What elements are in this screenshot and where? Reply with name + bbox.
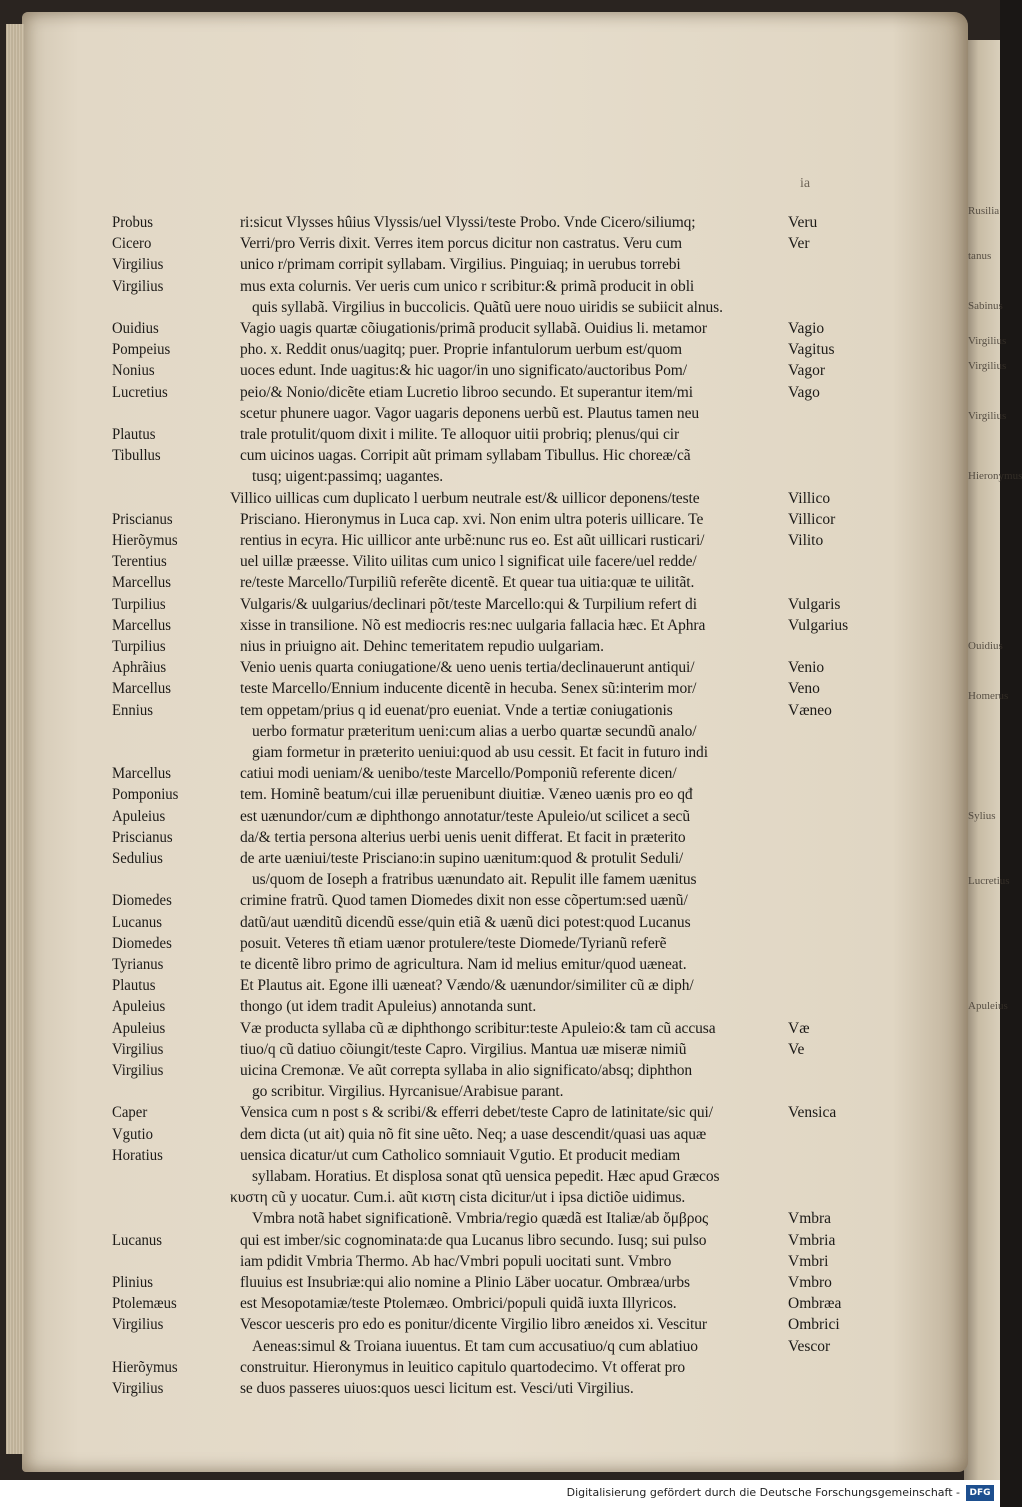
text-line [112, 1336, 872, 1358]
margin-note-right: Ver [788, 235, 810, 253]
margin-note-left: Plinius [112, 1274, 154, 1291]
body-text: uoces edunt. Inde uagitus:& hic uagor/in uno significato/auctoribus Pom/ [240, 362, 687, 380]
text-line [112, 1018, 872, 1040]
text-line [112, 1060, 872, 1082]
text-line [112, 912, 872, 934]
text-line [112, 1166, 872, 1188]
facing-word: Homerus [968, 690, 1009, 702]
body-text: Prisciano. Hieronymus in Luca cap. xvi. Non enim ultra poteris uillicare. Te [240, 510, 704, 528]
facing-word: Virgilius [968, 360, 1007, 372]
text-line [112, 1230, 872, 1252]
margin-note-right: Veno [788, 680, 820, 698]
text-line [112, 488, 872, 510]
margin-note-left: Probus [112, 214, 154, 231]
margin-note-left: Apuleius [112, 998, 166, 1016]
facing-word: tanus [968, 250, 992, 262]
body-text: pho. x. Reddit onus/uagitq; puer. Proprie infantulorum uerbum est/quom [240, 341, 683, 359]
body-text: se duos passeres uiuos:quos uesci licitum est. Vesci/uti Virgilius. [240, 1380, 634, 1397]
text-line [112, 212, 872, 234]
margin-note-left: Pomponius [112, 786, 179, 804]
margin-note-left: Marcellus [112, 680, 172, 698]
facing-word: Hieronymus [968, 470, 1022, 482]
body-text: Vulgaris/& uulgarius/declinari põt/teste Marcello:qui & Turpilium refert di [240, 595, 697, 613]
body-text: cum uicinos uagas. Corripit aũt primam syllabam Tibullus. Hic choreæ/cã [240, 447, 691, 465]
text-line [112, 869, 872, 891]
body-text: quis syllabã. Virgilius in buccolicis. Quãtũ uere nouo uiridis se subiicit alnus. [252, 298, 723, 316]
margin-note-left: Virgilius [112, 1040, 164, 1058]
body-text: de arte uæniui/teste Prisciano:in supino uænitum:quod & protulit Seduli/ [240, 850, 684, 867]
body-text: uerbo formatur præteritum ueni:cum alias a uerbo quartæ secundũ analo/ [252, 722, 697, 740]
body-text: go scribitur. Virgilius. Hyrcanisue/Arabisue parant. [252, 1083, 564, 1101]
text-line [112, 657, 872, 679]
body-text: Vensica cum n post s & scribi/& efferri debet/teste Capro de latinitate/sic qui/ [240, 1104, 713, 1122]
margin-note-left: Virgilius [112, 256, 164, 274]
margin-note-left: Terentius [112, 553, 167, 571]
body-text: peio/& Nonio/dicẽte etiam Lucretio libroo secundo. Et superantur item/mi [240, 383, 693, 401]
margin-note-left: Virgilius [112, 1062, 164, 1079]
text-line [112, 1357, 872, 1379]
text-line [112, 551, 872, 573]
body-text: scetur phunere uagor. Vagor uagaris deponens uerbũ est. Plautus tamen neu [240, 404, 700, 422]
text-line [112, 382, 872, 404]
text-line [112, 678, 872, 700]
body-text: κυστη cũ y uocatur. Cum.i. aũt κιστη cista dicitur/ut i ipsa dictiõe uidimus. [230, 1189, 686, 1207]
margin-note-left: Diomedes [112, 934, 172, 952]
body-text: tiuo/q cũ datiuo cõiungit/teste Capro. Virgilius. Mantua uæ miseræ nimiũ [240, 1040, 687, 1058]
facing-word: Lucretius [968, 875, 1010, 887]
body-text: uel uillæ præesse. Vilito uilitas cum unico l significat uile facere/uel redde/ [240, 553, 697, 571]
margin-note-left: Plautus [112, 977, 156, 995]
body-text: uensica dicatur/ut cum Catholico somniauit Vgutio. Et producit mediam [240, 1146, 681, 1164]
text-line [112, 721, 872, 743]
text-line [112, 806, 872, 828]
body-text: catiui modi ueniam/& uenibo/teste Marcello/Pomponiũ referente dicen/ [240, 765, 677, 783]
body-text: crimine fratrũ. Quod tamen Diomedes dixit non esse cõpertum:sed uænũ/ [240, 892, 688, 910]
body-text: Vescor uesceris pro edo es ponitur/dicente Virgilio libro æneidos xi. Vescitur [240, 1316, 707, 1334]
text-line [112, 1124, 872, 1146]
margin-note-left: Marcellus [112, 765, 172, 783]
margin-note-left: Horatius [112, 1146, 163, 1164]
margin-note-left: Ouidius [112, 320, 159, 337]
margin-note-left: Lucanus [112, 913, 162, 931]
body-text: us/quom de Ioseph a fratribus uænundato ait. Repulit ille famem uænitus [252, 871, 697, 889]
body-text: construitur. Hieronymus in leuitico capitulo quartodecimo. Vt offerat pro [240, 1358, 685, 1376]
margin-note-left: Tyrianus [112, 956, 164, 973]
text-line [112, 1378, 872, 1400]
margin-note-left: Ennius [112, 701, 153, 719]
facing-word: Sabinus [968, 300, 1003, 312]
text-line [112, 1039, 872, 1061]
body-text: est Mesopotamiæ/teste Ptolemæo. Ombrici/populi quidã iuxta Illyricos. [240, 1295, 677, 1313]
margin-note-left: Tibullus [112, 447, 161, 465]
text-line [112, 339, 872, 361]
text-line [112, 403, 872, 425]
text-line [112, 954, 872, 976]
margin-note-left: Caper [112, 1104, 148, 1122]
margin-note-right: Vilito [788, 532, 824, 549]
margin-note-right: Venio [788, 659, 825, 677]
body-text: syllabam. Horatius. Et displosa sonat qtũ uensica pepedit. Hæc apud Græcos [252, 1168, 720, 1185]
margin-note-left: Lucanus [112, 1231, 162, 1249]
margin-note-right: Ombrici [788, 1316, 840, 1334]
margin-note-right: Ve [788, 1040, 805, 1058]
body-text: Et Plautus ait. Egone illi uæneat? Vændo/& uænundor/similiter cũ æ diph/ [240, 977, 694, 995]
body-text: tem oppetam/prius q id euenat/pro eueniat. Vnde a tertiæ coniugationis [240, 701, 673, 719]
text-line [112, 1145, 872, 1167]
margin-note-left: Apuleius [112, 1019, 166, 1037]
body-text: nius in priuigno ait. Dehinc temeritatem repudio uulgariam. [240, 638, 604, 655]
text-line [112, 445, 872, 467]
margin-note-right: Vmbra [788, 1210, 832, 1228]
margin-note-left: Virgilius [112, 277, 164, 295]
margin-note-right: Væ [788, 1019, 810, 1037]
margin-note-left: Virgilius [112, 1316, 164, 1334]
margin-note-left: Diomedes [112, 892, 172, 910]
body-text: Aeneas:simul & Troiana iuuentus. Et tam cum accusatiuo/q cum ablatiuo [252, 1337, 698, 1355]
facing-word: Apuleius [968, 1000, 1008, 1012]
text-line [112, 424, 872, 446]
margin-note-left: Plautus [112, 426, 156, 443]
margin-note-left: Hierõymus [112, 532, 178, 549]
margin-note-left: Cicero [112, 235, 152, 253]
text-line [112, 233, 872, 255]
text-line [112, 784, 872, 806]
body-text: Venio uenis quarta coniugatione/& ueno uenis tertia/declinauerunt antiqui/ [240, 659, 695, 677]
margin-note-left: Turpilius [112, 638, 166, 655]
margin-note-left: Nonius [112, 362, 155, 380]
margin-note-right: Veru [788, 214, 818, 231]
margin-note-left: Aphrãius [112, 659, 167, 677]
text-line [112, 700, 872, 722]
body-text: unico r/primam corripit syllabam. Virgilius. Pinguiaq; in uerubus torrebi [240, 256, 681, 274]
body-text: Villico uillicas cum duplicato l uerbum neutrale est/& uillicor deponens/teste [230, 489, 700, 507]
body-text: uicina Cremonæ. Ve aũt correpta syllaba in alio significato/absq; diphthon [240, 1062, 693, 1079]
margin-note-left: Lucretius [112, 383, 168, 401]
margin-note-left: Priscianus [112, 828, 173, 846]
margin-note-right: Vagio [788, 320, 825, 337]
margin-note-left: Virgilius [112, 1380, 164, 1397]
body-text: fluuius est Insubriæ:qui alio nomine a Plinio Läber uocatur. Ombræa/urbs [240, 1274, 690, 1291]
body-text: qui est imber/sic cognominata:de qua Lucanus libro secundo. Iusq; sui pulso [240, 1231, 707, 1249]
body-text: te dicentẽ libro primo de agricultura. Nam id melius emitur/quod uæneat. [240, 956, 687, 973]
margin-note-left: Ptolemæus [112, 1295, 177, 1313]
body-text: trale protulit/quom dixit i milite. Te alloquor uitii probriq; plenus/qui cir [240, 426, 680, 443]
text-line [112, 360, 872, 382]
margin-note-right: Vmbri [788, 1252, 829, 1270]
body-text: posuit. Veteres tñ etiam uænor protulere/teste Diomede/Tyrianũ referẽ [240, 934, 667, 952]
body-text: est uænundor/cum æ diphthongo annotatur/teste Apuleio/ut scilicet a secũ [240, 807, 690, 825]
text-line [112, 1293, 872, 1315]
margin-note-right: Vulgarius [788, 616, 849, 634]
text-line [112, 297, 872, 319]
body-text: ri:sicut Vlysses hûius Vlyssis/uel Vlyssi/teste Probo. Vnde Cicero/siliumq; [240, 214, 696, 231]
margin-note-right: Vagor [788, 362, 826, 380]
margin-note-left: Marcellus [112, 616, 172, 634]
margin-note-left: Marcellus [112, 574, 172, 592]
text-line [112, 996, 872, 1018]
body-text: da/& tertia persona alterius uerbi uenis uenit differat. Et facit in præterito [240, 828, 686, 846]
facing-word: Rusilia [968, 205, 1000, 217]
margin-note-right: Villico [788, 489, 831, 507]
text-line [112, 1187, 872, 1209]
body-text: datũ/aut uænditũ dicendũ esse/quin etiã & uænũ dici potest:quod Lucanus [240, 913, 691, 931]
margin-note-left: Pompeius [112, 341, 171, 359]
body-text: re/teste Marcello/Turpiliũ referẽte dicentẽ. Et quear tua uitia:quæ te uilitãt. [240, 574, 695, 592]
body-text: thongo (ut idem tradit Apuleius) annotanda sunt. [240, 998, 537, 1016]
body-text: dem dicta (ut ait) quia nõ fit sine uẽto. Neq; a uase descendit/quasi uas aquæ [240, 1125, 707, 1143]
page-stack-edge [6, 24, 24, 1454]
text-line [112, 1272, 872, 1294]
text-line [112, 890, 872, 912]
body-text: Vagio uagis quartæ cõiugationis/primã producit syllabã. Ouidius li. metamor [240, 320, 707, 337]
body-text: tem. Hominẽ beatum/cui illæ peruenibunt diuitiæ. Væneo uænis pro eo qđ [240, 786, 693, 804]
text-line [112, 848, 872, 870]
text-line [112, 615, 872, 637]
body-text: Vmbra notã habet significationẽ. Vmbria/regio quædã est Italiæ/ab ὄμβρος [252, 1210, 709, 1228]
facing-word: Virgilius [968, 410, 1007, 422]
text-line [112, 1314, 872, 1336]
body-text: mus exta colurnis. Ver ueris cum unico r scribitur:& primã producit in obli [240, 277, 695, 295]
margin-note-left: Apuleius [112, 807, 166, 825]
margin-note-left: Priscianus [112, 510, 173, 528]
text-line [112, 975, 872, 997]
body-text: Verri/pro Verris dixit. Verres item porcus dicitur non castratus. Veru cum [240, 235, 683, 253]
body-text: iam pdidit Vmbria Thermo. Ab hac/Vmbri populi uocitati sunt. Vmbro [240, 1252, 672, 1270]
text-line [112, 1102, 872, 1124]
margin-note-right: Vagitus [788, 341, 835, 359]
margin-note-right: Vescor [788, 1337, 831, 1355]
dfg-logo: DFG [966, 1485, 994, 1501]
margin-note-right: Vulgaris [788, 595, 841, 613]
text-line [112, 742, 872, 764]
footer-credit: Digitalisierung gefördert durch die Deutsche Forschungsgemeinschaft - [566, 1486, 960, 1499]
margin-note-left: Vgutio [112, 1125, 153, 1143]
text-line [112, 530, 872, 552]
facing-word: Sylius [968, 810, 996, 822]
text-line [112, 276, 872, 298]
margin-note-left: Hierõymus [112, 1358, 178, 1376]
text-line [112, 1208, 872, 1230]
margin-note-right: Vago [788, 383, 820, 401]
body-text: giam formetur in præterito ueniui:quod ab usu cessit. Et facit in futuro indi [252, 744, 708, 761]
body-text: xisse in transilione. Nõ est mediocris res:nec uulgaria fallacia hæc. Et Aphra [240, 616, 706, 634]
margin-note-left: Sedulius [112, 850, 163, 867]
text-line [112, 254, 872, 276]
facing-word: Virgilius [968, 335, 1007, 347]
body-text: Væ producta syllaba cũ æ diphthongo scribitur:teste Apuleio:& tam cũ accusa [240, 1019, 716, 1037]
text-line [112, 594, 872, 616]
margin-note-left: Turpilius [112, 595, 166, 613]
text-line [112, 933, 872, 955]
margin-note-right: Vmbria [788, 1231, 836, 1249]
text-line [112, 636, 872, 658]
margin-note-right: Ombræa [788, 1295, 842, 1313]
margin-note-right: Vmbro [788, 1274, 832, 1291]
header-mark: ia [800, 176, 811, 191]
text-line [112, 318, 872, 340]
text-line [112, 572, 872, 594]
facing-word: Ouidius [968, 640, 1003, 652]
text-line [112, 466, 872, 488]
margin-note-right: Væneo [788, 701, 832, 719]
body-text: rentius in ecyra. Hic uillicor ante urbẽ:nunc rus eo. Est aũt uillicari rusticari/ [240, 532, 705, 549]
margin-note-right: Villicor [788, 510, 836, 528]
text-line [112, 1251, 872, 1273]
margin-note-right: Vensica [788, 1104, 837, 1122]
body-text: teste Marcello/Ennium inducente dicentẽ in hecuba. Senex sũ:interim mor/ [240, 680, 697, 698]
text-line [112, 827, 872, 849]
body-text: tusq; uigent:passimq; uagantes. [252, 468, 444, 486]
text-line [112, 763, 872, 785]
text-line [112, 1081, 872, 1103]
text-line [112, 509, 872, 531]
footer-bar [0, 1480, 1000, 1507]
